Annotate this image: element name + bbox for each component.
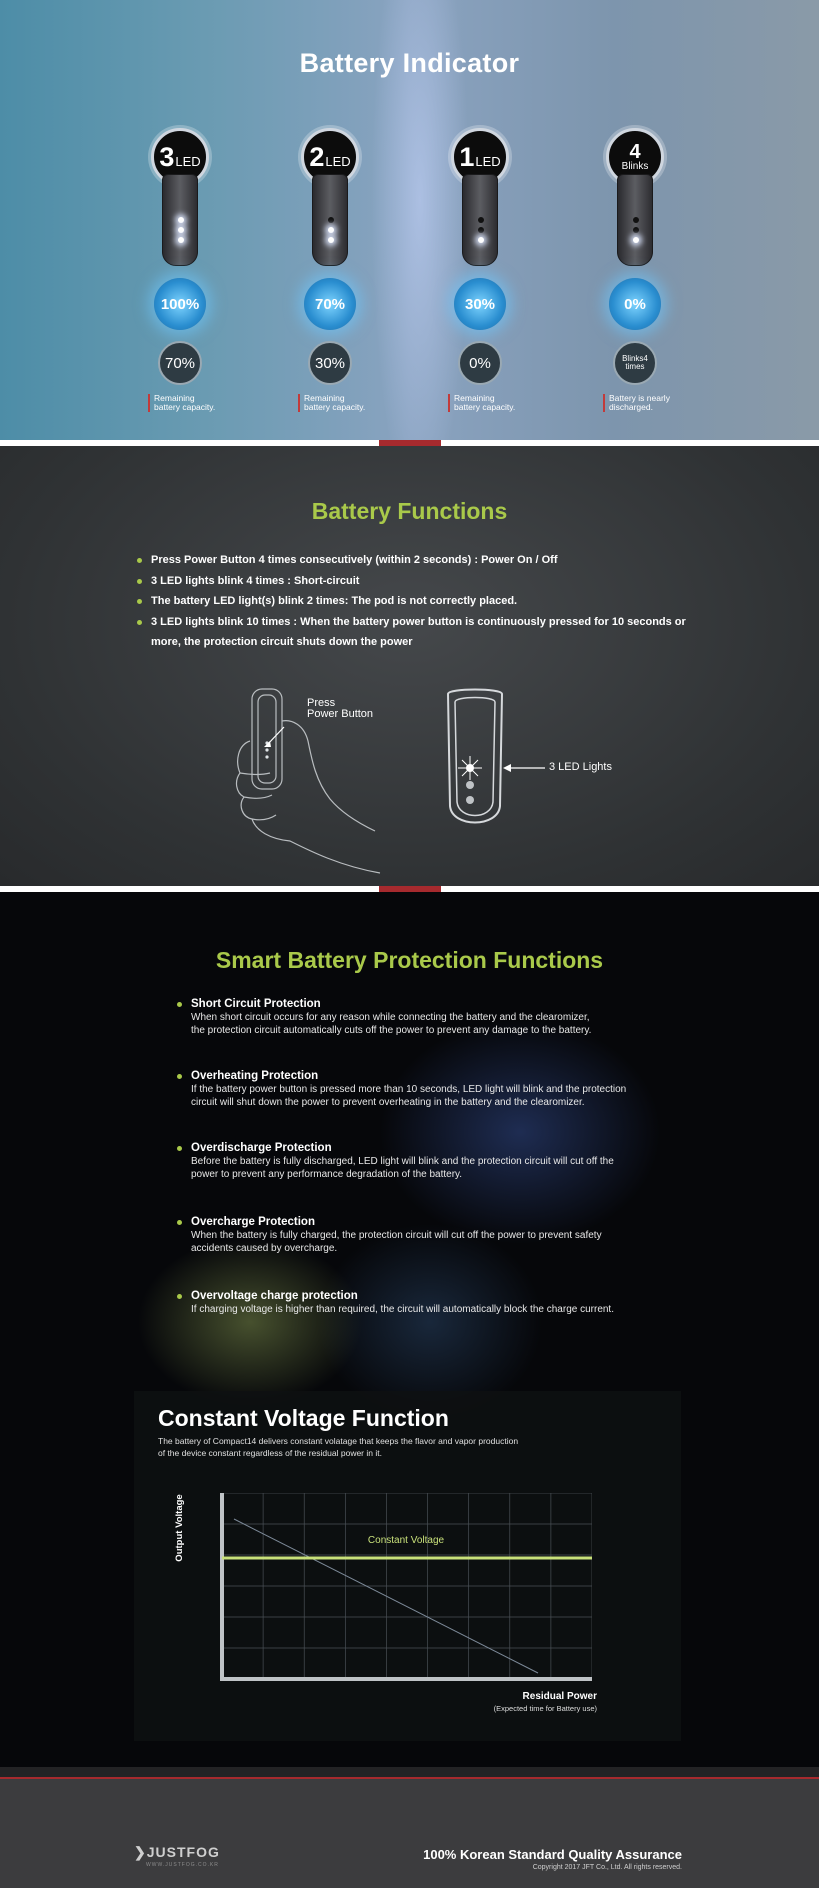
led-light-1 bbox=[478, 217, 484, 223]
list-item: The battery LED light(s) blink 2 times: The pod is not correctly placed. bbox=[137, 591, 697, 612]
led-count-badge: 2 LED bbox=[301, 128, 359, 186]
remaining-capacity-badge: 0% bbox=[458, 341, 502, 385]
indicator-description: Remaining battery capacity. bbox=[298, 394, 390, 412]
remaining-capacity-badge: 30% bbox=[308, 341, 352, 385]
led-light-3 bbox=[178, 237, 184, 243]
indicator-description: Remaining battery capacity. bbox=[148, 394, 240, 412]
led-light-3 bbox=[328, 237, 334, 243]
battery-device bbox=[617, 174, 653, 266]
constant-voltage-panel bbox=[134, 1391, 681, 1741]
x-axis-sublabel: (Expected time for Battery use) bbox=[493, 1704, 597, 1713]
pod-front-illustration bbox=[440, 686, 510, 836]
list-item: 3 LED lights blink 4 times : Short-circuit bbox=[137, 571, 697, 592]
charge-percent-badge: 0% bbox=[609, 278, 661, 330]
indicator-column-2led bbox=[270, 128, 390, 418]
protection-item-overvoltage: Overvoltage charge protection If charging voltage is higher than required, the circuit will automatically block the charge current. bbox=[177, 1289, 697, 1316]
led-count-badge: 1 LED bbox=[451, 128, 509, 186]
led-light-2 bbox=[633, 227, 639, 233]
constant-voltage-line-label: Constant Voltage bbox=[367, 1535, 445, 1546]
justfog-logo: ❯JUSTFOG bbox=[134, 1844, 220, 1860]
charge-percent-badge: 30% bbox=[454, 278, 506, 330]
led-light-1 bbox=[633, 217, 639, 223]
battery-indicator-title: Battery Indicator bbox=[299, 48, 520, 78]
indicator-column-4blinks bbox=[575, 128, 695, 418]
arrow-left-icon bbox=[503, 763, 545, 773]
battery-device bbox=[462, 174, 498, 266]
led-count-badge: 3 LED bbox=[151, 128, 209, 186]
copyright-text: Copyright 2017 JFT Co., Ltd. All rights reserved. bbox=[532, 1864, 682, 1871]
y-axis-label: Output Voltage bbox=[174, 1494, 185, 1562]
x-axis-label: Residual Power bbox=[522, 1691, 597, 1702]
indicator-description: Remaining battery capacity. bbox=[448, 394, 540, 412]
remaining-capacity-badge: Blinks4 times bbox=[613, 341, 657, 385]
charge-percent-badge: 70% bbox=[304, 278, 356, 330]
battery-functions-section bbox=[0, 446, 819, 886]
indicator-description: Battery is nearly discharged. bbox=[603, 394, 695, 412]
battery-functions-title: Battery Functions bbox=[311, 498, 508, 524]
indicator-column-3led bbox=[120, 128, 240, 418]
battery-indicator-section bbox=[0, 0, 819, 440]
logo-icon: ❯ bbox=[134, 1844, 147, 1860]
constant-voltage-description: The battery of Compact14 delivers constant volatage that keeps the flavor and vapor production of the device constant regardless of the residual power in it. bbox=[158, 1436, 519, 1458]
led-lights-label: 3 LED Lights bbox=[549, 761, 612, 773]
led-light-2 bbox=[328, 227, 334, 233]
led-light-3 bbox=[478, 237, 484, 243]
blink-count-badge: 4 Blinks bbox=[606, 128, 664, 186]
quality-assurance-text: 100% Korean Standard Quality Assurance bbox=[423, 1847, 682, 1862]
battery-device bbox=[162, 174, 198, 266]
list-item: Press Power Button 4 times consecutively (within 2 seconds) : Power On / Off bbox=[137, 550, 697, 571]
battery-functions-list bbox=[137, 550, 697, 653]
led-light-1 bbox=[178, 217, 184, 223]
charge-percent-badge: 100% bbox=[154, 278, 206, 330]
protection-item-overdischarge: Overdischarge Protection Before the battery is fully discharged, LED light will blink and the protection circuit will cut off the power to prevent any performance degradation of the battery. bbox=[177, 1141, 697, 1181]
list-item: 3 LED lights blink 10 times : When the battery power button is continuously pressed for 10 seconds or more, the protection circuit shuts down the power bbox=[137, 612, 697, 653]
led-light-3 bbox=[633, 237, 639, 243]
indicator-column-1led bbox=[420, 128, 540, 418]
constant-voltage-title: Constant Voltage Function bbox=[158, 1405, 449, 1431]
led-light-2 bbox=[178, 227, 184, 233]
protection-item-short-circuit: Short Circuit Protection When short circuit occurs for any reason while connecting the battery and the clearomizer, the protection circuit automatically cuts off the power to prevent any damage to the battery. bbox=[177, 997, 697, 1037]
page-footer bbox=[0, 1767, 819, 1888]
led-light-1 bbox=[328, 217, 334, 223]
led-light-2 bbox=[478, 227, 484, 233]
remaining-capacity-badge: 70% bbox=[158, 341, 202, 385]
voltage-graph bbox=[218, 1493, 592, 1683]
smart-protection-title: Smart Battery Protection Functions bbox=[215, 947, 604, 973]
press-power-button-label: Press Power Button bbox=[307, 697, 374, 720]
protection-item-overheating: Overheating Protection If the battery power button is pressed more than 10 seconds, LED light will blink and the protection circuit will shut down the power to prevent overheating in the battery and the clearomizer. bbox=[177, 1069, 697, 1109]
battery-device bbox=[312, 174, 348, 266]
logo-website: WWW.JUSTFOG.CO.KR bbox=[146, 1862, 219, 1868]
protection-item-overcharge: Overcharge Protection When the battery is fully charged, the protection circuit will cut off the power to prevent safety accidents caused by overcharge. bbox=[177, 1215, 697, 1255]
